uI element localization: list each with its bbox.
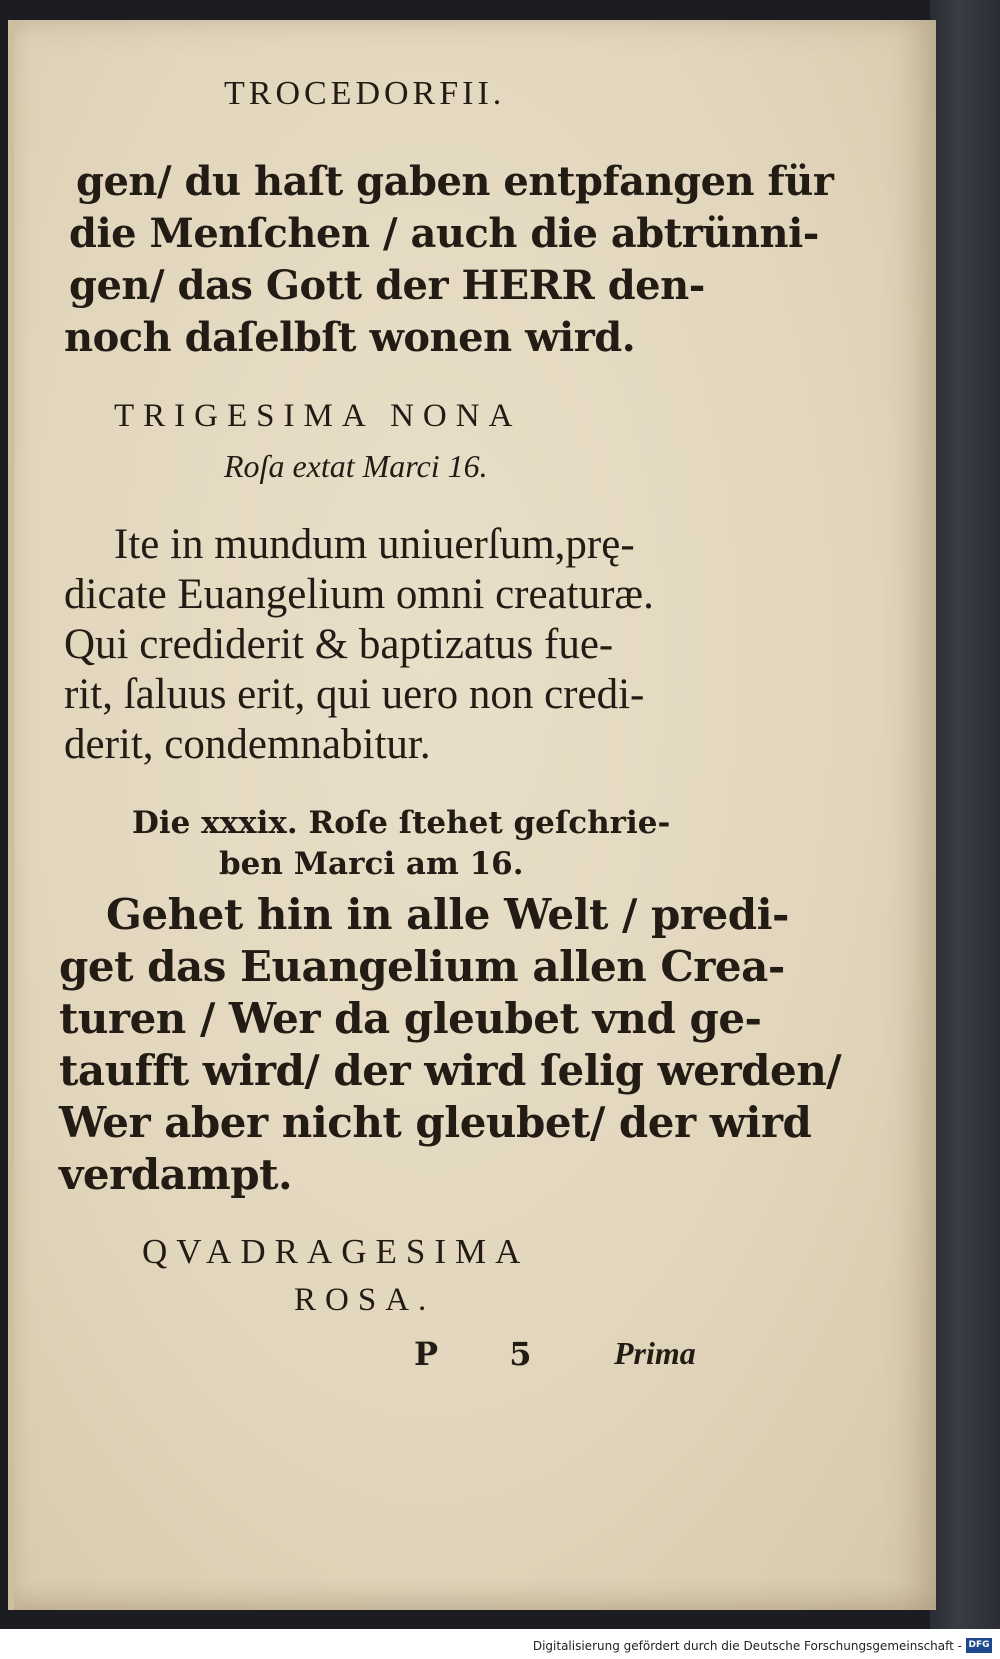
text-line: Qui crediderit & baptizatus fue- bbox=[64, 621, 614, 668]
text-line: verdampt. bbox=[59, 1150, 293, 1199]
text-line: gen/ das Gott der HERR den- bbox=[69, 262, 705, 309]
text-line: derit, condemnabitur. bbox=[64, 721, 431, 768]
text-line: Wer aber nicht gleubet/ der wird bbox=[59, 1098, 812, 1147]
text-line: Ite in mundum uniuerſum,prę- bbox=[114, 521, 635, 568]
signature-mark: P 5 bbox=[414, 1335, 562, 1373]
text-line: get das Euangelium allen Crea- bbox=[59, 942, 785, 991]
book-page bbox=[8, 20, 936, 1610]
text-line: taufft wird/ der wird ſelig werden/ bbox=[59, 1046, 842, 1095]
section-subheading: Roſa extat Marci 16. bbox=[224, 448, 488, 484]
text-line: gen/ du haſt gaben entpfangen für bbox=[76, 158, 834, 205]
text-line: rit, ſaluus erit, qui uero non credi- bbox=[64, 671, 645, 718]
footer-credit: Digitalisierung gefördert durch die Deutsche Forschungsgemeinschaft - bbox=[532, 1639, 962, 1653]
dfg-logo: DFG bbox=[966, 1638, 992, 1653]
text-line: noch daſelbſt wonen wird. bbox=[64, 314, 636, 361]
section-heading: QVADRAGESIMA bbox=[142, 1232, 530, 1271]
text-line: turen / Wer da gleubet vnd ge- bbox=[59, 994, 762, 1043]
section-heading: Die xxxix. Roſe ſtehet geſchrie- bbox=[132, 805, 671, 841]
text-line: dicate Euangelium omni creaturæ. bbox=[64, 571, 654, 618]
footer-bar bbox=[0, 1629, 1000, 1659]
section-heading: TRIGESIMA NONA bbox=[114, 398, 522, 434]
text-line: Gehet hin in alle Welt / predi- bbox=[106, 890, 789, 939]
section-heading: ben Marci am 16. bbox=[219, 846, 524, 882]
text-line: die Menſchen / auch die abtrünni- bbox=[69, 210, 819, 257]
section-heading: ROSA. bbox=[294, 1282, 436, 1318]
running-header: TROCEDORFII. bbox=[224, 75, 506, 112]
catchword: Prima bbox=[614, 1335, 696, 1371]
book-spine bbox=[930, 0, 1000, 1659]
